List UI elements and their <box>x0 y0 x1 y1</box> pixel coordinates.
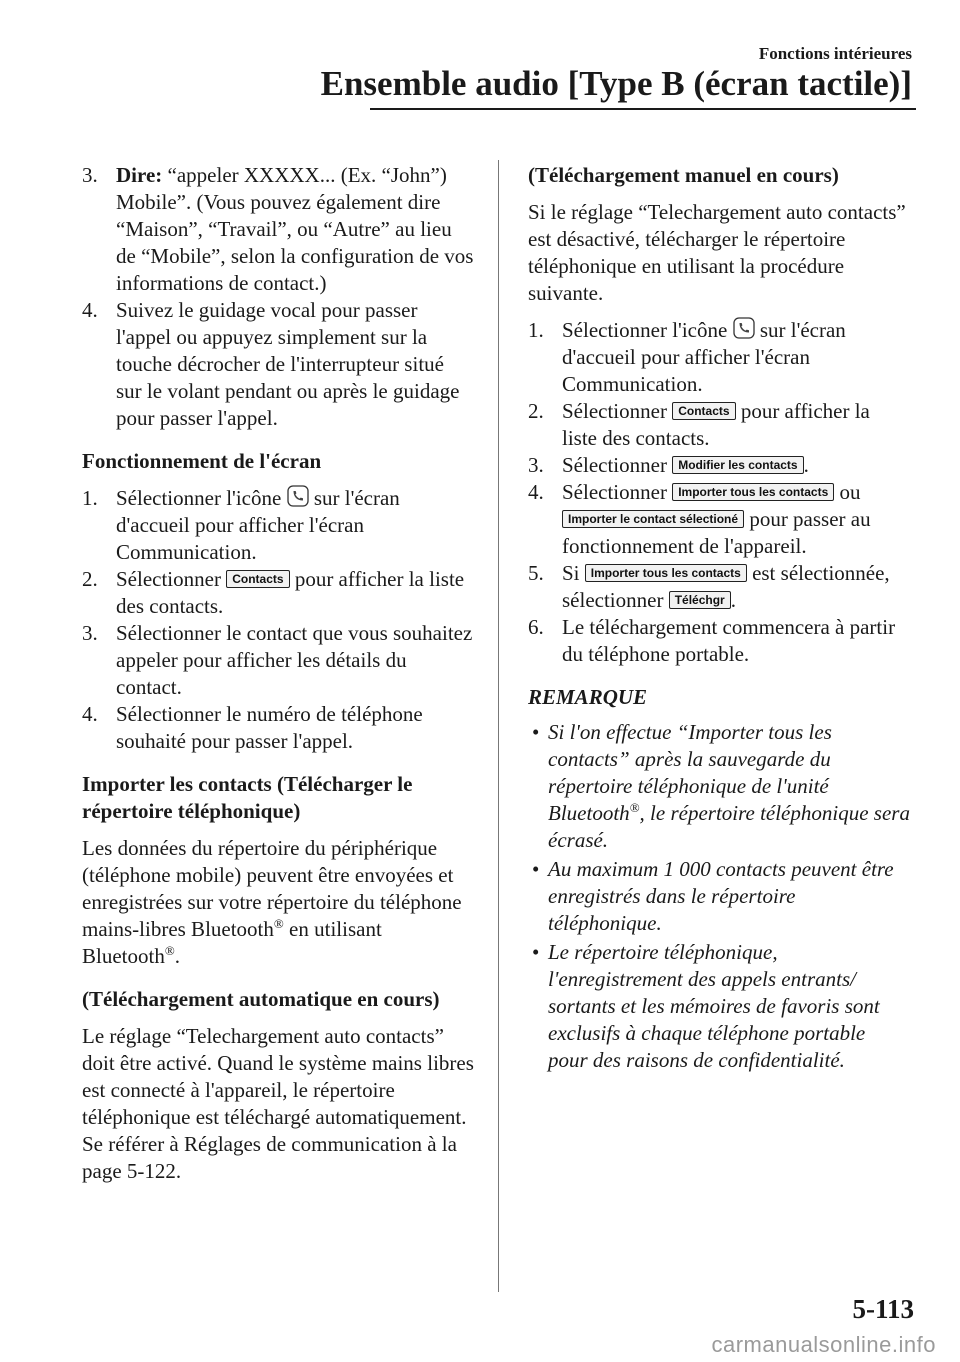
note-text: Si l'on effectue “Importer tous les contacts” après la sauvegarde du répertoire téléphonique de l'unité Bluetooth <box>548 720 832 825</box>
import-all-contacts-button-label: Importer tous les contacts <box>585 564 747 582</box>
bullet: • <box>532 940 540 964</box>
screen-step-4 <box>82 701 474 755</box>
bullet: • <box>532 720 540 744</box>
phone-icon <box>733 317 755 339</box>
manual-step-5 <box>528 560 910 614</box>
note-text: Au maximum 1 000 contacts peuvent être enregistrés dans le répertoire téléphonique. <box>548 857 894 935</box>
step-keyword: Dire: <box>116 163 163 187</box>
step-text: Le téléchargement commencera à partir du téléphone portable. <box>562 615 896 666</box>
bullet: • <box>532 857 540 881</box>
step-number: 4. <box>82 298 98 322</box>
step-number: 3. <box>82 621 98 645</box>
step-number: 6. <box>528 615 544 639</box>
step-text: Si <box>562 561 585 585</box>
manual-download-heading: (Téléchargement manuel en cours) <box>528 163 839 187</box>
auto-download-reference: Se référer à Réglages de communication à la page 5-122. <box>82 1132 457 1183</box>
step-text: ou <box>834 480 861 504</box>
step-text: pour passer au fonctionnement de l'appareil. <box>562 507 871 558</box>
note-item <box>528 856 910 937</box>
step-number: 4. <box>528 480 544 504</box>
screen-operation-heading: Fonctionnement de l'écran <box>82 449 322 473</box>
step-text: Sélectionner l'icône <box>116 486 287 510</box>
step-text: Sélectionner l'icône <box>562 318 733 342</box>
step-text: pour afficher la liste des contacts. <box>562 399 870 450</box>
right-column <box>528 162 910 1076</box>
voice-step-3 <box>82 162 474 297</box>
page-number: 5-113 <box>852 1294 914 1324</box>
header-rule <box>370 108 916 110</box>
step-number: 2. <box>82 567 98 591</box>
step-number: 1. <box>82 486 98 510</box>
manual-step-6 <box>528 614 910 668</box>
import-selected-contact-button-label: Importer le contact sélectioné <box>562 510 744 528</box>
phone-icon <box>287 485 309 507</box>
manual-step-1 <box>528 317 910 398</box>
note-title: REMARQUE <box>528 685 648 709</box>
step-text: Sélectionner <box>562 480 673 504</box>
step-text: est sélectionnée, sélectionner <box>562 561 890 612</box>
step-number: 5. <box>528 561 544 585</box>
note-text: Le répertoire téléphonique, l'enregistrement des appels entrants/ sortants et les mémoires de favoris sont exclusifs à chaque téléphone portable pour des raisons de confidentialité. <box>548 940 880 1072</box>
voice-step-4 <box>82 297 474 432</box>
step-text: . <box>730 588 736 612</box>
edit-contacts-button-label: Modifier les contacts <box>672 456 803 474</box>
step-number: 4. <box>82 702 98 726</box>
import-all-contacts-button-label: Importer tous les contacts <box>672 483 834 501</box>
paragraph-text: Les données du répertoire du périphérique (téléphone mobile) peuvent être envoyées et enregistrées sur votre répertoire du téléphone mains-libres Bluetooth <box>82 836 462 941</box>
step-text: Suivez le guidage vocal pour passer l'appel ou appuyez simplement sur la touche décrocher de l'interrupteur situé sur le volant pendant ou après le guidage pour passer l'appel. <box>116 298 460 430</box>
step-text: Sélectionner le contact que vous souhaitez appeler pour afficher les détails du contact. <box>116 621 473 699</box>
import-contacts-text <box>82 835 474 970</box>
manual-step-3 <box>528 452 910 479</box>
watermark: carmanualsonline.info <box>711 1332 936 1357</box>
manual-download-text: Si le réglage “Telechargement auto contacts” est désactivé, télécharger le répertoire téléphonique en utilisant la procédure suivante. <box>528 200 906 305</box>
import-contacts-heading: Importer les contacts (Télécharger le répertoire téléphonique) <box>82 772 413 823</box>
step-text: pour afficher la liste des contacts. <box>116 567 465 618</box>
registered-mark: ® <box>164 943 175 958</box>
left-column <box>82 162 474 1195</box>
paragraph-text: . <box>174 944 180 968</box>
step-text: sur l'écran d'accueil pour afficher l'écran Communication. <box>562 318 846 396</box>
step-number: 3. <box>82 163 98 187</box>
step-number: 2. <box>528 399 544 423</box>
page-title: Ensemble audio [Type B (écran tactile)] <box>320 64 912 103</box>
screen-step-2 <box>82 566 474 620</box>
auto-download-text: Le réglage “Telechargement auto contacts” doit être activé. Quand le système mains libres est connecté à l'appareil, le répertoire téléphonique est téléchargé automatiquement. <box>82 1024 474 1129</box>
screen-step-3 <box>82 620 474 701</box>
paragraph-text: en utilisant Bluetooth <box>82 917 382 968</box>
step-number: 1. <box>528 318 544 342</box>
step-text: Sélectionner <box>562 453 673 477</box>
auto-download-heading: (Téléchargement automatique en cours) <box>82 987 440 1011</box>
step-text: sur l'écran d'accueil pour afficher l'écran Communication. <box>116 486 400 564</box>
registered-mark: ® <box>629 800 640 815</box>
note-item <box>528 719 910 854</box>
screen-step-1 <box>82 485 474 566</box>
registered-mark: ® <box>273 916 284 931</box>
step-text: Sélectionner le numéro de téléphone souhaité pour passer l'appel. <box>116 702 423 753</box>
step-text: Sélectionner <box>116 567 227 591</box>
step-number: 3. <box>528 453 544 477</box>
step-text: Sélectionner <box>562 399 673 423</box>
contacts-button-label: Contacts <box>672 402 735 420</box>
column-divider <box>498 160 499 1292</box>
step-text: . <box>803 453 809 477</box>
contacts-button-label: Contacts <box>226 570 289 588</box>
step-text: “appeler XXXXX... (Ex. “John”) Mobile”. (Vous pouvez également dire “Maison”, “Travail”, ou “Autre” au lieu de “Mobile”, selon la configuration de vos informations de contact.) <box>116 163 474 295</box>
manual-step-2 <box>528 398 910 452</box>
download-button-label: Téléchgr <box>669 591 731 609</box>
manual-step-4 <box>528 479 910 560</box>
note-item <box>528 939 910 1074</box>
note-text: , le répertoire téléphonique sera écrasé. <box>548 801 910 852</box>
header-section-label: Fonctions intérieures <box>758 44 912 63</box>
